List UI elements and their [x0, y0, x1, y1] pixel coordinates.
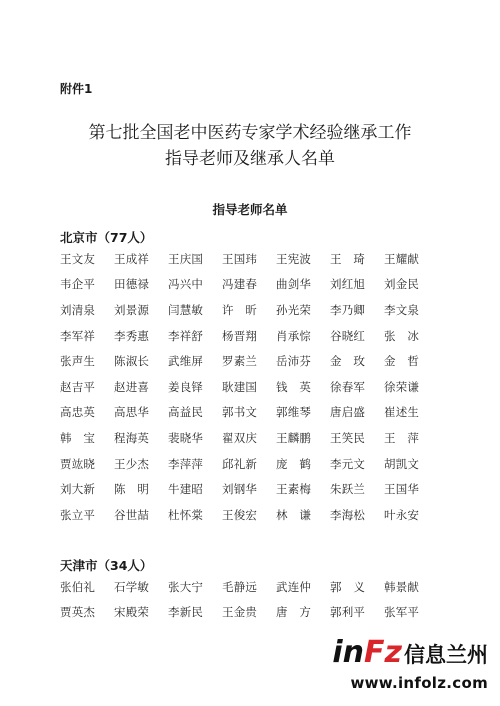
name-list-item: 钱 英 — [276, 379, 312, 394]
name-list-item: 刘大新 — [60, 482, 96, 497]
name-list-item: 李文泉 — [384, 302, 420, 317]
name-list-item: 林 谦 — [276, 507, 312, 522]
name-list-item: 宋殿荣 — [114, 605, 150, 620]
name-list-item: 刘金民 — [384, 277, 420, 292]
name-list-item: 韩 宝 — [60, 430, 96, 445]
name-list-item: 李军祥 — [60, 328, 96, 343]
name-list-item: 谷晓红 — [330, 328, 366, 343]
name-list-item: 王素梅 — [276, 482, 312, 497]
name-list-item: 赵进喜 — [114, 379, 150, 394]
name-list-item: 罗素兰 — [222, 354, 258, 369]
city-heading-beijing: 北京市（77人） — [60, 230, 153, 245]
name-list-item: 刘钢华 — [222, 482, 258, 497]
name-list-item: 李新民 — [168, 605, 204, 620]
name-list-item: 王金贵 — [222, 605, 258, 620]
name-list-item: 许 昕 — [222, 302, 258, 317]
name-list-item: 王麟鹏 — [276, 430, 312, 445]
name-list-item: 金 玫 — [330, 354, 366, 369]
name-list-item: 徐荣谦 — [384, 379, 420, 394]
name-list-item: 李祥舒 — [168, 328, 204, 343]
name-list-item: 张声生 — [60, 354, 96, 369]
name-list-item: 姜良铎 — [168, 379, 204, 394]
name-list-item: 肖承悰 — [276, 328, 312, 343]
name-list-item: 孙光荣 — [276, 302, 312, 317]
name-list-item: 崔述生 — [384, 405, 420, 420]
name-list-item: 王庆国 — [168, 251, 204, 266]
name-list-item: 胡凯文 — [384, 456, 420, 471]
name-list-item: 贾英杰 — [60, 605, 96, 620]
name-list-item: 程海英 — [114, 430, 150, 445]
name-grid-tianjin — [60, 574, 440, 625]
document-title-line1: 第七批全国老中医药专家学术经验继承工作 — [88, 123, 412, 143]
name-list-item: 王国玮 — [222, 251, 258, 266]
name-list-item: 朱跃兰 — [330, 482, 366, 497]
site-watermark — [298, 636, 488, 698]
section-heading: 指导老师名单 — [212, 202, 288, 217]
name-list-item: 贾竑晓 — [60, 456, 96, 471]
name-list-item: 王俊宏 — [222, 507, 258, 522]
name-list-item: 武连仲 — [276, 579, 312, 594]
name-list-item: 邱礼新 — [222, 456, 258, 471]
name-list-item: 唐 方 — [276, 605, 312, 620]
name-list-item: 王国华 — [384, 482, 420, 497]
name-list-item: 庞 鹤 — [276, 456, 312, 471]
name-list-item: 郭书文 — [222, 405, 258, 420]
name-list-item: 徐春军 — [330, 379, 366, 394]
name-list-item: 冯建春 — [222, 277, 258, 292]
name-list-item: 郭 义 — [330, 579, 366, 594]
name-list-item: 王少杰 — [114, 456, 150, 471]
name-list-item: 谷世喆 — [114, 507, 150, 522]
name-list-item: 王耀献 — [384, 251, 420, 266]
name-list-item: 高益民 — [168, 405, 204, 420]
attachment-label: 附件1 — [60, 82, 93, 96]
name-list-item: 冯兴中 — [168, 277, 204, 292]
city-heading-tianjin: 天津市（34人） — [60, 558, 153, 573]
name-list-item: 石学敏 — [114, 579, 150, 594]
watermark-logo-text: 信息兰州 — [404, 643, 488, 667]
name-list-item: 毛静远 — [222, 579, 258, 594]
name-list-item: 张 冰 — [384, 328, 420, 343]
name-list-item: 张大宁 — [168, 579, 204, 594]
name-list-item: 翟双庆 — [222, 430, 258, 445]
name-list-item: 郭利平 — [330, 605, 366, 620]
name-list-item: 王文友 — [60, 251, 96, 266]
name-list-item: 李萍萍 — [168, 456, 204, 471]
name-list-item: 耿建国 — [222, 379, 258, 394]
name-list-item: 陈淑长 — [114, 354, 150, 369]
name-list-item: 张立平 — [60, 507, 96, 522]
name-list-item: 牛建昭 — [168, 482, 204, 497]
name-list-item: 李元文 — [330, 456, 366, 471]
name-list-item: 高忠英 — [60, 405, 96, 420]
name-list-item: 金 哲 — [384, 354, 420, 369]
name-list-item: 岳沛芬 — [276, 354, 312, 369]
watermark-logo-fz: Fz — [364, 635, 402, 670]
name-list-item: 郭维琴 — [276, 405, 312, 420]
name-list-item: 王笑民 — [330, 430, 366, 445]
name-list-item: 韦企平 — [60, 277, 96, 292]
name-list-item: 高思华 — [114, 405, 150, 420]
name-list-item: 张军平 — [384, 605, 420, 620]
name-list-item: 闫慧敏 — [168, 302, 204, 317]
name-list-item: 田德禄 — [114, 277, 150, 292]
watermark-url: www.infolz.com — [350, 674, 488, 692]
name-list-item: 王 琦 — [330, 251, 366, 266]
watermark-logo — [332, 636, 488, 670]
name-list-item: 叶永安 — [384, 507, 420, 522]
name-list-item: 王成祥 — [114, 251, 150, 266]
name-list-item: 李海松 — [330, 507, 366, 522]
name-list-item: 杜怀棠 — [168, 507, 204, 522]
name-list-item: 王 萍 — [384, 430, 420, 445]
name-list-item: 唐启盛 — [330, 405, 366, 420]
name-list-item: 韩景献 — [384, 579, 420, 594]
name-list-item: 曲剑华 — [276, 277, 312, 292]
name-list-item: 刘景源 — [114, 302, 150, 317]
name-list-item: 赵吉平 — [60, 379, 96, 394]
name-grid-beijing — [60, 246, 440, 528]
name-list-item: 刘清泉 — [60, 302, 96, 317]
name-list-item: 武维屏 — [168, 354, 204, 369]
name-list-item: 王宪波 — [276, 251, 312, 266]
name-list-item: 裴晓华 — [168, 430, 204, 445]
watermark-logo-in: in — [332, 635, 365, 670]
name-list-item: 杨晋翔 — [222, 328, 258, 343]
name-list-item: 陈 明 — [114, 482, 150, 497]
name-list-item: 李乃卿 — [330, 302, 366, 317]
name-list-item: 张伯礼 — [60, 579, 96, 594]
document-title-line2: 指导老师及继承人名单 — [165, 149, 335, 169]
name-list-item: 刘红旭 — [330, 277, 366, 292]
name-list-item: 李秀惠 — [114, 328, 150, 343]
